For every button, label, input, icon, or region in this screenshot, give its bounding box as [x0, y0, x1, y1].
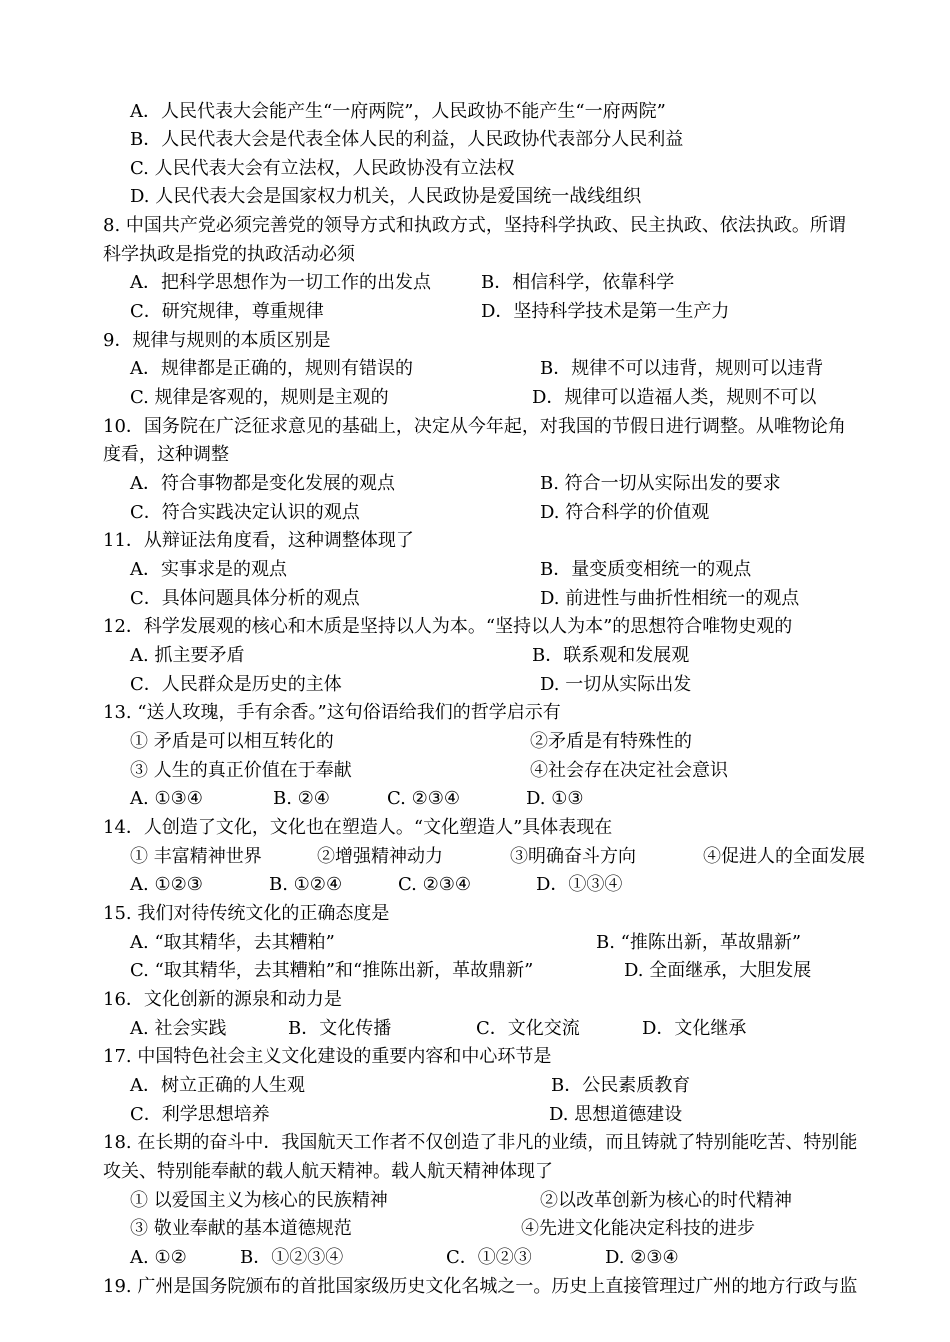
q15-option-d: D. 全面继承，大胆发展 — [624, 960, 812, 981]
q16-stem: 16．文化创新的源泉和动力是 — [103, 989, 342, 1010]
q13-statement-1: ① 矛盾是可以相互转化的 — [130, 731, 334, 752]
q14-statement-4: ④促进人的全面发展 — [703, 846, 865, 867]
q8-option-d: D．坚持科学技术是第一生产力 — [481, 301, 730, 322]
q9-option-a: A．规律都是正确的，规则有错误的 — [130, 358, 413, 379]
q18-option-c: C．①②③ — [446, 1247, 532, 1268]
q8-stem-line2: 科学执政是指党的执政活动必须 — [103, 244, 355, 265]
q17-stem: 17. 中国特色社会主义文化建设的重要内容和中心环节是 — [103, 1046, 552, 1067]
q13-statement-2: ②矛盾是有特殊性的 — [530, 731, 692, 752]
q13-option-a: A. ①③④ — [130, 788, 203, 809]
q13-option-d: D. ①③ — [526, 788, 584, 809]
q16-option-d: D．文化继承 — [642, 1018, 747, 1039]
q18-stem-line1: 18. 在长期的奋斗中．我国航天工作者不仅创造了非凡的业绩，而且铸就了特别能吃苦、特别能 — [103, 1132, 858, 1153]
q19-stem-line1: 19. 广州是国务院颁布的首批国家级历史文化名城之一。历史上直接管理过广州的地方行政与监 — [103, 1276, 858, 1297]
q14-statement-1: ① 丰富精神世界 — [130, 846, 262, 867]
q7-option-c: C. 人民代表大会有立法权，人民政协没有立法权 — [130, 158, 515, 179]
q17-option-a: A．树立正确的人生观 — [130, 1075, 305, 1096]
q18-statement-1: ① 以爱国主义为核心的民族精神 — [130, 1190, 388, 1211]
q15-stem: 15. 我们对待传统文化的正确态度是 — [103, 903, 390, 924]
q8-option-a: A．把科学思想作为一切工作的出发点 — [130, 272, 431, 293]
q9-stem: 9．规律与规则的本质区别是 — [103, 330, 331, 351]
q10-option-c: C．符合实践决定认识的观点 — [130, 502, 360, 523]
q18-stem-line2: 攻关、特别能奉献的载人航天精神。载人航天精神体现了 — [103, 1161, 553, 1182]
q12-option-a: A. 抓主要矛盾 — [130, 645, 245, 666]
q7-option-d: D. 人民代表大会是国家权力机关，人民政协是爱国统一战线组织 — [130, 186, 642, 207]
q9-option-d: D．规律可以造福人类，规则不可以 — [532, 387, 817, 408]
q14-stem: 14．人创造了文化，文化也在塑造人。“文化塑造人”具体表现在 — [103, 817, 613, 838]
q9-option-c: C. 规律是客观的，规则是主观的 — [130, 387, 389, 408]
q12-option-c: C．人民群众是历史的主体 — [130, 674, 342, 695]
q17-option-d: D. 思想道德建设 — [549, 1104, 683, 1125]
q18-statement-4: ④先进文化能决定科技的进步 — [521, 1218, 755, 1239]
q10-stem-line2: 度看，这种调整 — [103, 444, 229, 465]
q8-stem-line1: 8. 中国共产党必须完善党的领导方式和执政方式，坚持科学执政、民主执政、依法执政。所谓 — [103, 215, 846, 236]
q8-option-b: B．相信科学，依靠科学 — [481, 272, 675, 293]
q13-statement-4: ④社会存在决定社会意识 — [530, 760, 728, 781]
q18-option-d: D. ②③④ — [605, 1247, 679, 1268]
q9-option-b: B．规律不可以违背，规则可以违背 — [540, 358, 824, 379]
q16-option-b: B．文化传播 — [288, 1018, 392, 1039]
q14-option-d: D．①③④ — [536, 874, 623, 895]
q10-option-d: D. 符合科学的价值观 — [540, 502, 710, 523]
q15-option-c: C. “取其精华，去其糟粕”和“推陈出新，革故鼎新” — [130, 960, 534, 981]
q14-option-c: C. ②③④ — [398, 874, 471, 895]
q7-option-a: A．人民代表大会能产生“一府两院”，人民政协不能产生“一府两院” — [130, 101, 666, 122]
q18-option-a: A. ①② — [130, 1247, 187, 1268]
q10-stem-line1: 10．国务院在广泛征求意见的基础上，决定从今年起，对我国的节假日进行调整。从唯物论角 — [103, 416, 846, 437]
q11-option-b: B．量变质变相统一的观点 — [540, 559, 752, 580]
q14-option-b: B. ①②④ — [269, 874, 343, 895]
q12-option-b: B．联系观和发展观 — [532, 645, 690, 666]
q7-option-b: B．人民代表大会是代表全体人民的利益，人民政协代表部分人民利益 — [130, 129, 684, 150]
q10-option-a: A．符合事物都是变化发展的观点 — [130, 473, 395, 494]
q11-stem: 11．从辩证法角度看，这种调整体现了 — [103, 530, 414, 551]
q18-statement-3: ③ 敬业奉献的基本道德规范 — [130, 1218, 352, 1239]
q13-option-c: C. ②③④ — [387, 788, 460, 809]
q11-option-a: A．实事求是的观点 — [130, 559, 287, 580]
q11-option-c: C．具体问题具体分析的观点 — [130, 588, 360, 609]
q16-option-a: A. 社会实践 — [130, 1018, 227, 1039]
q8-option-c: C．研究规律，尊重规律 — [130, 301, 324, 322]
q18-option-b: B．①②③④ — [240, 1247, 344, 1268]
q15-option-b: B. “推陈出新，革故鼎新” — [596, 932, 802, 953]
q10-option-b: B. 符合一切从实际出发的要求 — [540, 473, 781, 494]
q15-option-a: A. “取其精华，去其糟粕” — [130, 932, 335, 953]
q14-statement-2: ②增强精神动力 — [317, 846, 443, 867]
q12-stem: 12．科学发展观的核心和木质是坚持以人为本。“坚持以人为本”的思想符合唯物史观的 — [103, 616, 793, 637]
q11-option-d: D. 前进性与曲折性相统一的观点 — [540, 588, 800, 609]
q13-statement-3: ③ 人生的真正价值在于奉献 — [130, 760, 352, 781]
q14-option-a: A. ①②③ — [130, 874, 203, 895]
q17-option-c: C．利学思想培养 — [130, 1104, 270, 1125]
q12-option-d: D. 一切从实际出发 — [540, 674, 692, 695]
q17-option-b: B．公民素质教育 — [551, 1075, 691, 1096]
q18-statement-2: ②以改革创新为核心的时代精神 — [540, 1190, 792, 1211]
q13-stem: 13. “送人玫瑰，手有余香。”这句俗语给我们的哲学启示有 — [103, 702, 561, 723]
q13-option-b: B. ②④ — [273, 788, 330, 809]
q14-statement-3: ③明确奋斗方向 — [510, 846, 636, 867]
q16-option-c: C．文化交流 — [476, 1018, 580, 1039]
